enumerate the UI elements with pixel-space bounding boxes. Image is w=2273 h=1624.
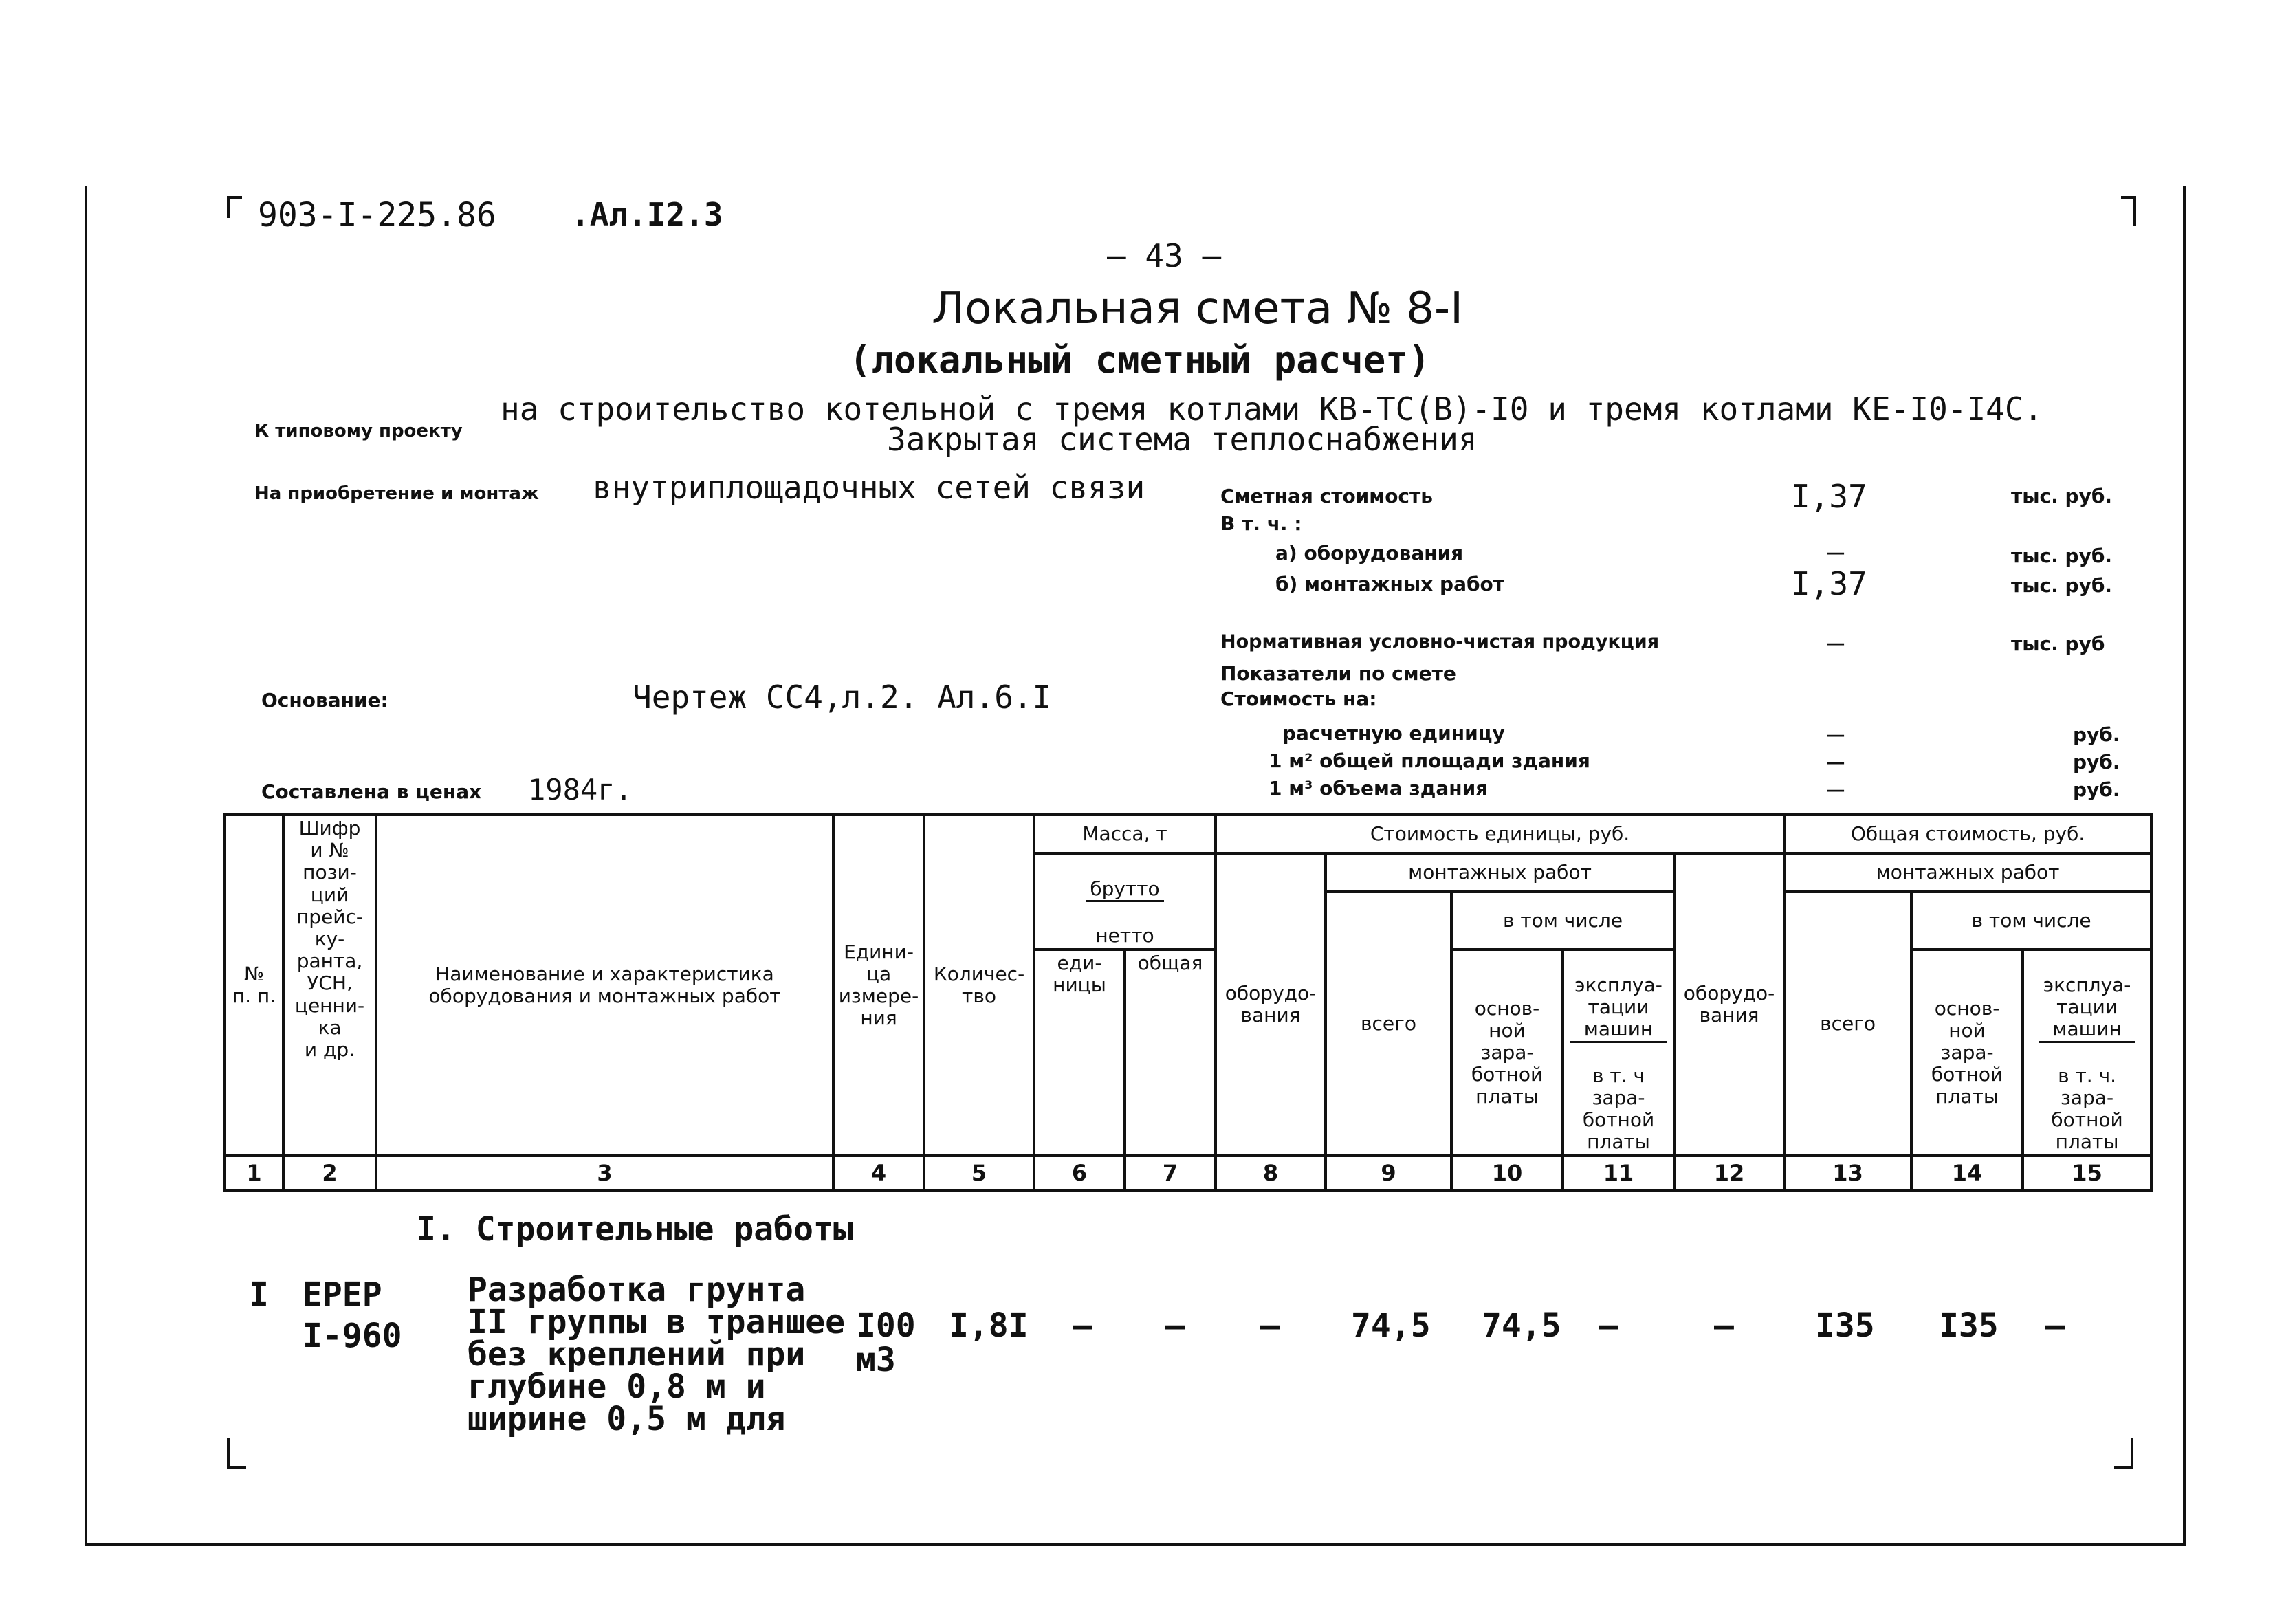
estimated-cost-label: Сметная стоимость: [1220, 485, 1433, 507]
purpose-value: внутриплощадочных сетей связи: [593, 469, 1145, 506]
machines-bottom-label: в т. ч зара- ботной платы: [1582, 1064, 1655, 1154]
row-install-machines: –: [1599, 1306, 1618, 1345]
normative-value: –: [1827, 627, 1845, 659]
col-number: 2: [283, 1156, 376, 1190]
estimated-cost-unit: тыс. руб.: [2011, 485, 2113, 507]
col-header-unit-cost: Стоимость единицы, руб.: [1216, 815, 1784, 853]
document-code: 903-I-225.86: [258, 196, 496, 234]
album-reference: .Ал.I2.3: [571, 196, 723, 233]
brutto-label: брутто: [1086, 878, 1163, 902]
col-header-name: Наименование и характеристика оборудования и монтажных работ: [376, 815, 833, 1156]
corner-mark-bottom-left: [227, 1438, 246, 1469]
netto-label: нетто: [1095, 923, 1154, 947]
row-code-line-1: ЕРЕР: [303, 1275, 382, 1314]
row-name-line: без креплений при: [468, 1335, 806, 1374]
per-unit-label: расчетную единицу: [1282, 722, 1505, 745]
col-header-mass: Масса, т: [1034, 815, 1216, 853]
per-m3-unit: руб.: [2073, 778, 2120, 801]
project-line-1: на строительство котельной с тремя котлами КВ-ТС(В)-I0 и тремя котлами КЕ-I0-I4С.: [501, 391, 2043, 428]
normative-label: Нормативная условно-чистая продукция: [1220, 631, 1660, 652]
col-header-total-install-works: монтажных работ: [1784, 853, 2151, 892]
col-header-total-salary: основ- ной зара- ботной платы: [1911, 950, 2023, 1156]
row-quantity: I,8I: [949, 1306, 1029, 1345]
row-unit-line-1: I00: [856, 1306, 916, 1345]
corner-mark-bottom-right: [2114, 1438, 2133, 1469]
row-mass-total: –: [1165, 1306, 1185, 1345]
col-header-including: в том числе: [1451, 892, 1674, 950]
per-m3-value: –: [1827, 773, 1845, 805]
per-m2-label: 1 м² общей площади здания: [1269, 749, 1590, 772]
per-unit-unit: руб.: [2073, 723, 2120, 746]
estimate-subtitle: (локальный сметный расчет): [849, 338, 1431, 382]
row-unit-line-2: м3: [856, 1341, 896, 1379]
row-install-salary: 74,5: [1482, 1306, 1561, 1345]
project-label: К типовому проекту: [254, 421, 463, 441]
per-unit-value: –: [1827, 718, 1845, 750]
row-name-line: Разработка грунта: [468, 1271, 806, 1309]
estimate-title: Локальная смета № 8-I: [932, 283, 1463, 334]
row-total-all: I35: [1815, 1306, 1875, 1345]
per-m2-unit: руб.: [2073, 751, 2120, 773]
project-line-2: Закрытая система теплоснабжения: [887, 421, 1478, 458]
row-name-line: ширине 0,5 м для: [468, 1400, 786, 1438]
col-number: 4: [833, 1156, 924, 1190]
col-header-total-equipment: оборудо- вания: [1674, 853, 1784, 1156]
installation-cost-label: б) монтажных работ: [1275, 573, 1504, 595]
corner-mark-top-right: [2121, 196, 2136, 226]
section-title: I. Строительные работы: [416, 1210, 853, 1249]
per-m2-value: –: [1827, 746, 1845, 778]
col-header-salary: основ- ной зара- ботной платы: [1451, 950, 1563, 1156]
col-number: 10: [1451, 1156, 1563, 1190]
col-number: 5: [924, 1156, 1034, 1190]
basis-label: Основание:: [261, 689, 388, 712]
installation-cost-unit: тыс. руб.: [2011, 574, 2113, 597]
col-number: 8: [1216, 1156, 1326, 1190]
column-numbers-row: [225, 1156, 2151, 1190]
row-total-machines: –: [2045, 1306, 2065, 1345]
including-label: В т. ч. :: [1220, 512, 1302, 535]
frame-left-line: [85, 186, 87, 1546]
total-machines-top-label: эксплуа- тации машин: [2039, 974, 2135, 1043]
col-header-install-works: монтажных работ: [1326, 853, 1674, 892]
estimated-cost-value: I,37: [1791, 478, 1867, 515]
col-number: 1: [225, 1156, 283, 1190]
page-number: — 43 —: [1107, 237, 1222, 274]
row-name-line: II группы в траншее: [468, 1303, 846, 1341]
normative-unit: тыс. руб: [2011, 633, 2105, 655]
col-number: 11: [1563, 1156, 1674, 1190]
row-number: I: [249, 1275, 269, 1314]
frame-bottom-line: [85, 1543, 2186, 1546]
frame-right-line: [2183, 186, 2186, 1546]
col-header-all: всего: [1326, 892, 1451, 1156]
col-header-total-all: всего: [1784, 892, 1911, 1156]
col-header-total-machines: [2023, 950, 2151, 1156]
row-equipment-cost: –: [1260, 1306, 1280, 1345]
col-number: 15: [2023, 1156, 2151, 1190]
col-header-total-cost: Общая стоимость, руб.: [1784, 815, 2151, 853]
col-number: 9: [1326, 1156, 1451, 1190]
purpose-label: На приобретение и монтаж: [254, 483, 539, 504]
col-header-machines: [1563, 950, 1674, 1156]
total-machines-bottom-label: в т. ч. зара- ботной платы: [2051, 1064, 2123, 1154]
per-m3-label: 1 м³ объема здания: [1269, 777, 1489, 800]
row-total-salary: I35: [1939, 1306, 1999, 1345]
row-total-equipment: –: [1714, 1306, 1734, 1345]
row-install-all: 74,5: [1351, 1306, 1431, 1345]
col-number: 6: [1034, 1156, 1125, 1190]
col-number: 12: [1674, 1156, 1784, 1190]
col-number: 3: [376, 1156, 833, 1190]
estimate-header-table: [223, 813, 2153, 1192]
col-number: 7: [1125, 1156, 1216, 1190]
col-header-total-including: в том числе: [1911, 892, 2151, 950]
basis-value: Чертеж СС4,л.2. Ал.6.I: [633, 679, 1052, 716]
col-number: 14: [1911, 1156, 2023, 1190]
row-mass-unit: –: [1073, 1306, 1092, 1345]
equipment-cost-label: а) оборудования: [1275, 542, 1464, 564]
cost-per-label: Стоимость на:: [1220, 688, 1377, 710]
col-header-no: № п. п.: [225, 815, 283, 1156]
equipment-cost-unit: тыс. руб.: [2011, 545, 2113, 567]
col-header-brutto-netto: [1034, 853, 1216, 950]
col-header-mass-total: общая: [1125, 950, 1216, 1156]
machines-top-label: эксплуа- тации машин: [1570, 974, 1667, 1043]
row-name-line: глубине 0,8 м и: [468, 1368, 766, 1406]
prices-year: 1984г.: [528, 773, 633, 806]
row-code-line-2: I-960: [303, 1317, 402, 1355]
col-header-code: Шифр и № пози- ций прейс- ку- ранта, УСН, ценни- ка и др.: [283, 815, 376, 1156]
prices-label: Составлена в ценах: [261, 780, 482, 803]
corner-mark-top-left: [227, 196, 242, 218]
col-header-quantity: Количес- тво: [924, 815, 1034, 1156]
col-header-unit: Едини- ца измере- ния: [833, 815, 924, 1156]
col-header-equipment: оборудо- вания: [1216, 853, 1326, 1156]
col-number: 13: [1784, 1156, 1911, 1190]
installation-cost-value: I,37: [1791, 565, 1867, 602]
equipment-cost-value: –: [1827, 536, 1845, 568]
indicators-label: Показатели по смете: [1220, 662, 1456, 685]
col-header-mass-unit: еди- ницы: [1034, 950, 1125, 1156]
